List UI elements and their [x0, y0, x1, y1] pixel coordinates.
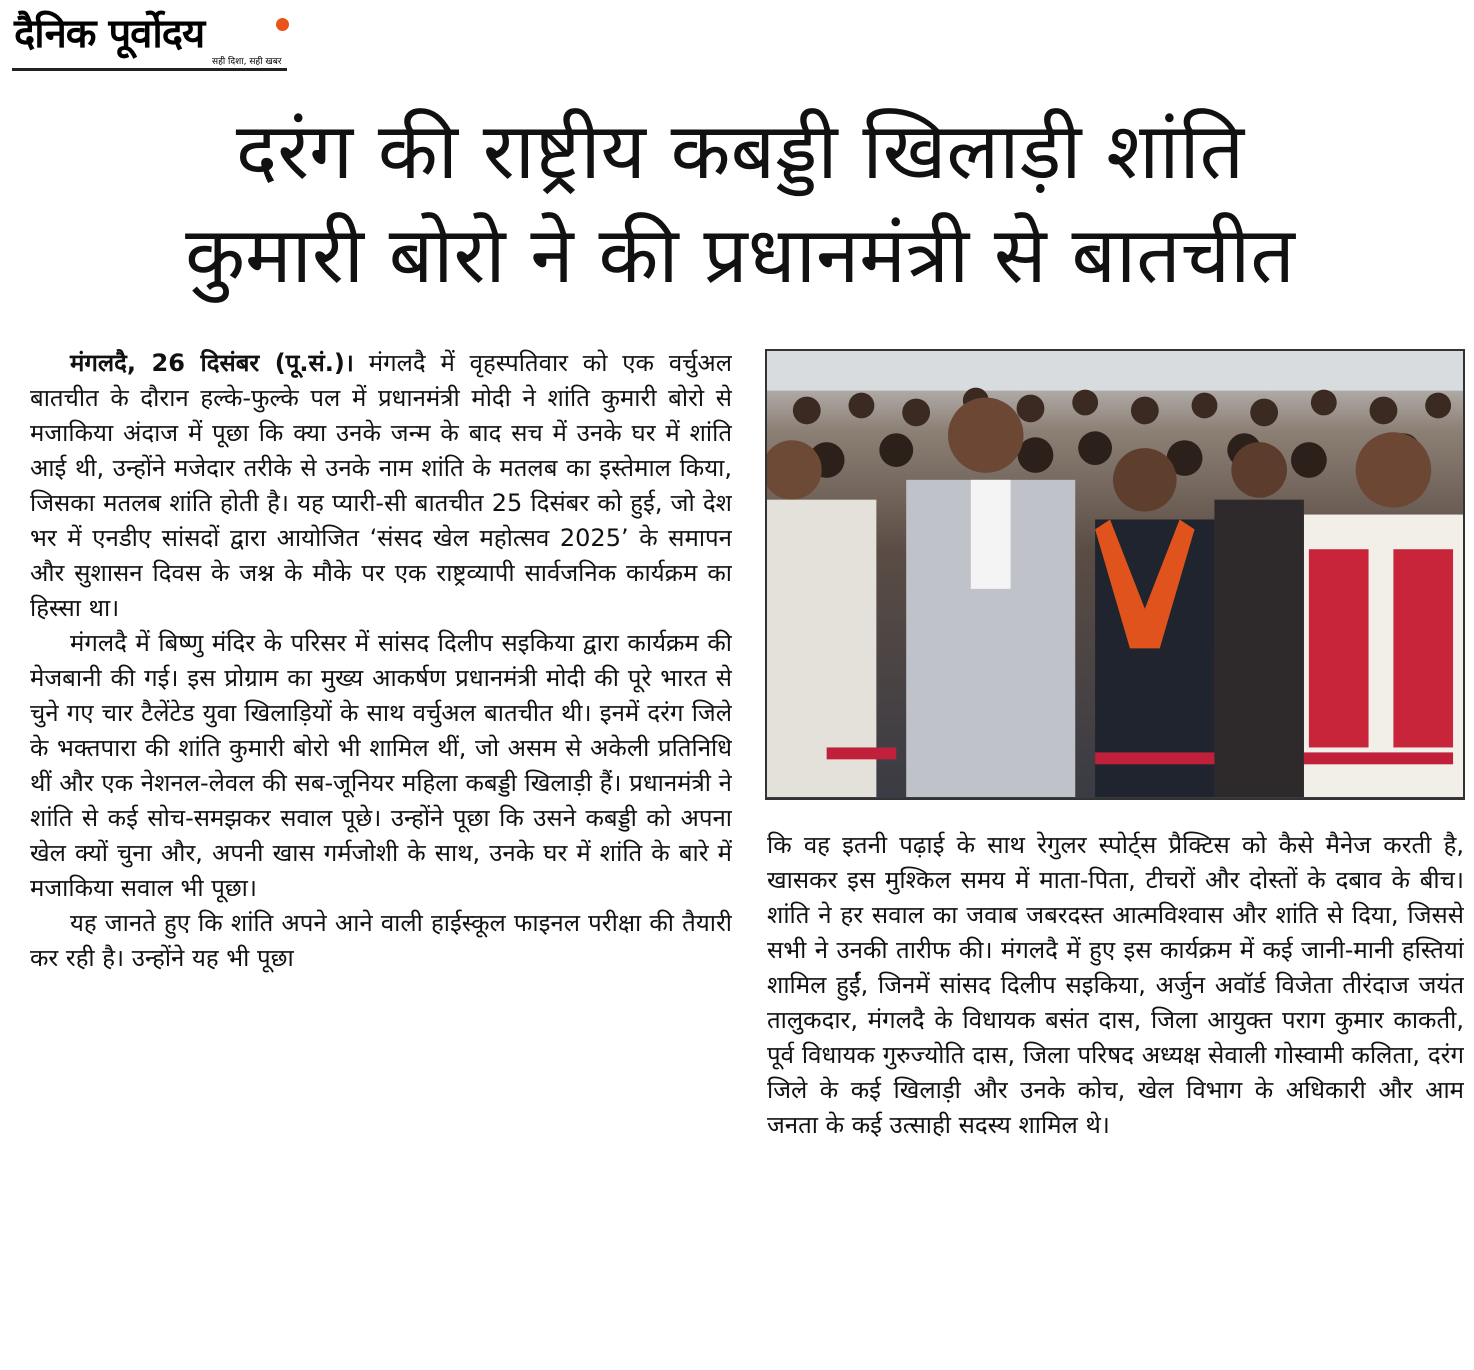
article-paragraph-3: यह जानते हुए कि शांति अपने आने वाली हाईस्कूल फाइनल परीक्षा की तैयारी कर रही है। उन्होंने यह भी पूछा [30, 909, 732, 972]
paragraph-1-text: मंगलदै में वृहस्पतिवार को एक वर्चुअल बातचीत के दौरान हल्के-फुल्के पल में प्रधानमंत्री मोदी ने शांति कुमारी बोरो से मजाकिया अंदाज में पूछा कि क्या उनके जन्म के बाद सच में उनके घर में शांति आई थी, उन्होंने मजेदार तरीके से उनके नाम शांति के मतलब का इस्तेमाल किया, जिसका मतलब शांति होती है। यह प्यारी-सी बातचीत 25 दिसंबर को हुई, जो देश भर में एनडीए सांसदों द्वारा आयोजित ‘संसद खेल महोत्सव 2025’ के समापन और सुशासन दिवस के जश्न के मौके पर एक राष्ट्रव्यापी सार्वजनिक कार्यक्रम का हिस्सा था। [30, 349, 732, 622]
headline-line-2: कुमारी बोरो ने की प्रधानमंत्री से बातचीत [185, 211, 1295, 301]
masthead-rule [12, 68, 287, 71]
article-column-right [767, 828, 1464, 1364]
masthead-dot-icon [276, 18, 289, 31]
headline-line-1: दरंग की राष्ट्रीय कबड्डी खिलाड़ी शांति [235, 107, 1245, 197]
article-paragraph-3-continued: कि वह इतनी पढ़ाई के साथ रेगुलर स्पोर्ट्स प्रैक्टिस को कैसे मैनेज करती है, खासकर इस मुश्किल समय में माता-पिता, टीचरों और दोस्तों के दबाव के बीच। शांति ने हर सवाल का जवाब जबरदस्त आत्मविश्वास और शांति से दिया, जिससे सभी ने उनकी तारीफ की। मंगलदै में हुए इस कार्यक्रम में कई जानी-मानी हस्तियां शामिल हुईं, जिनमें सांसद दिलीप सइकिया, अर्जुन अवॉर्ड विजेता तीरंदाज जयंत तालुकदार, मंगलदै के विधायक बसंत दास, जिला आयुक्त पराग कुमार काकती, पूर्व विधायक गुरुज्योति दास, जिला परिषद अध्यक्ष सेवाली गोस्वामी कलिता, दरंग जिले के कई खिलाड़ी और उनके कोच, खेल विभाग के अधिकारी और आम जनता के कई उत्साही सदस्य शामिल थे। [767, 831, 1464, 1139]
newspaper-tagline: सही दिशा, सही खबर [212, 57, 282, 67]
audience-photo-illustration [767, 351, 1463, 798]
event-photo [765, 349, 1465, 800]
newspaper-name: दैनिक पूर्वोदय [14, 11, 205, 57]
headline [40, 100, 1440, 308]
article-column-left [30, 346, 732, 1366]
masthead [12, 8, 287, 72]
article-paragraph-2: मंगलदै में बिष्णु मंदिर के परिसर में सांसद दिलीप सइकिया द्वारा कार्यक्रम की मेजबानी की गई। इस प्रोग्राम का मुख्य आकर्षण प्रधानमंत्री मोदी की पूरे भारत से चुने गए चार टैलेंटेड युवा खिलाड़ियों के साथ वर्चुअल बातचीत थी। इनमें दरंग जिले के भक्तपारा की शांति कुमारी बोरो भी शामिल थीं, जो असम से अकेली प्रतिनिधि थीं और एक नेशनल-लेवल की सब-जूनियर महिला कबड्डी खिलाड़ी हैं। प्रधानमंत्री ने शांति से कई सोच-समझकर सवाल पूछे। उन्होंने पूछा कि उसने कबड्डी को अपना खेल क्यों चुना और, अपनी खास गर्मजोशी के साथ, उनके घर में शांति के बारे में मजाकिया सवाल भी पूछा। [30, 629, 732, 902]
dateline: मंगलदै, 26 दिसंबर (पू.सं.)। [70, 349, 354, 377]
article-paragraph-1 [30, 346, 732, 626]
